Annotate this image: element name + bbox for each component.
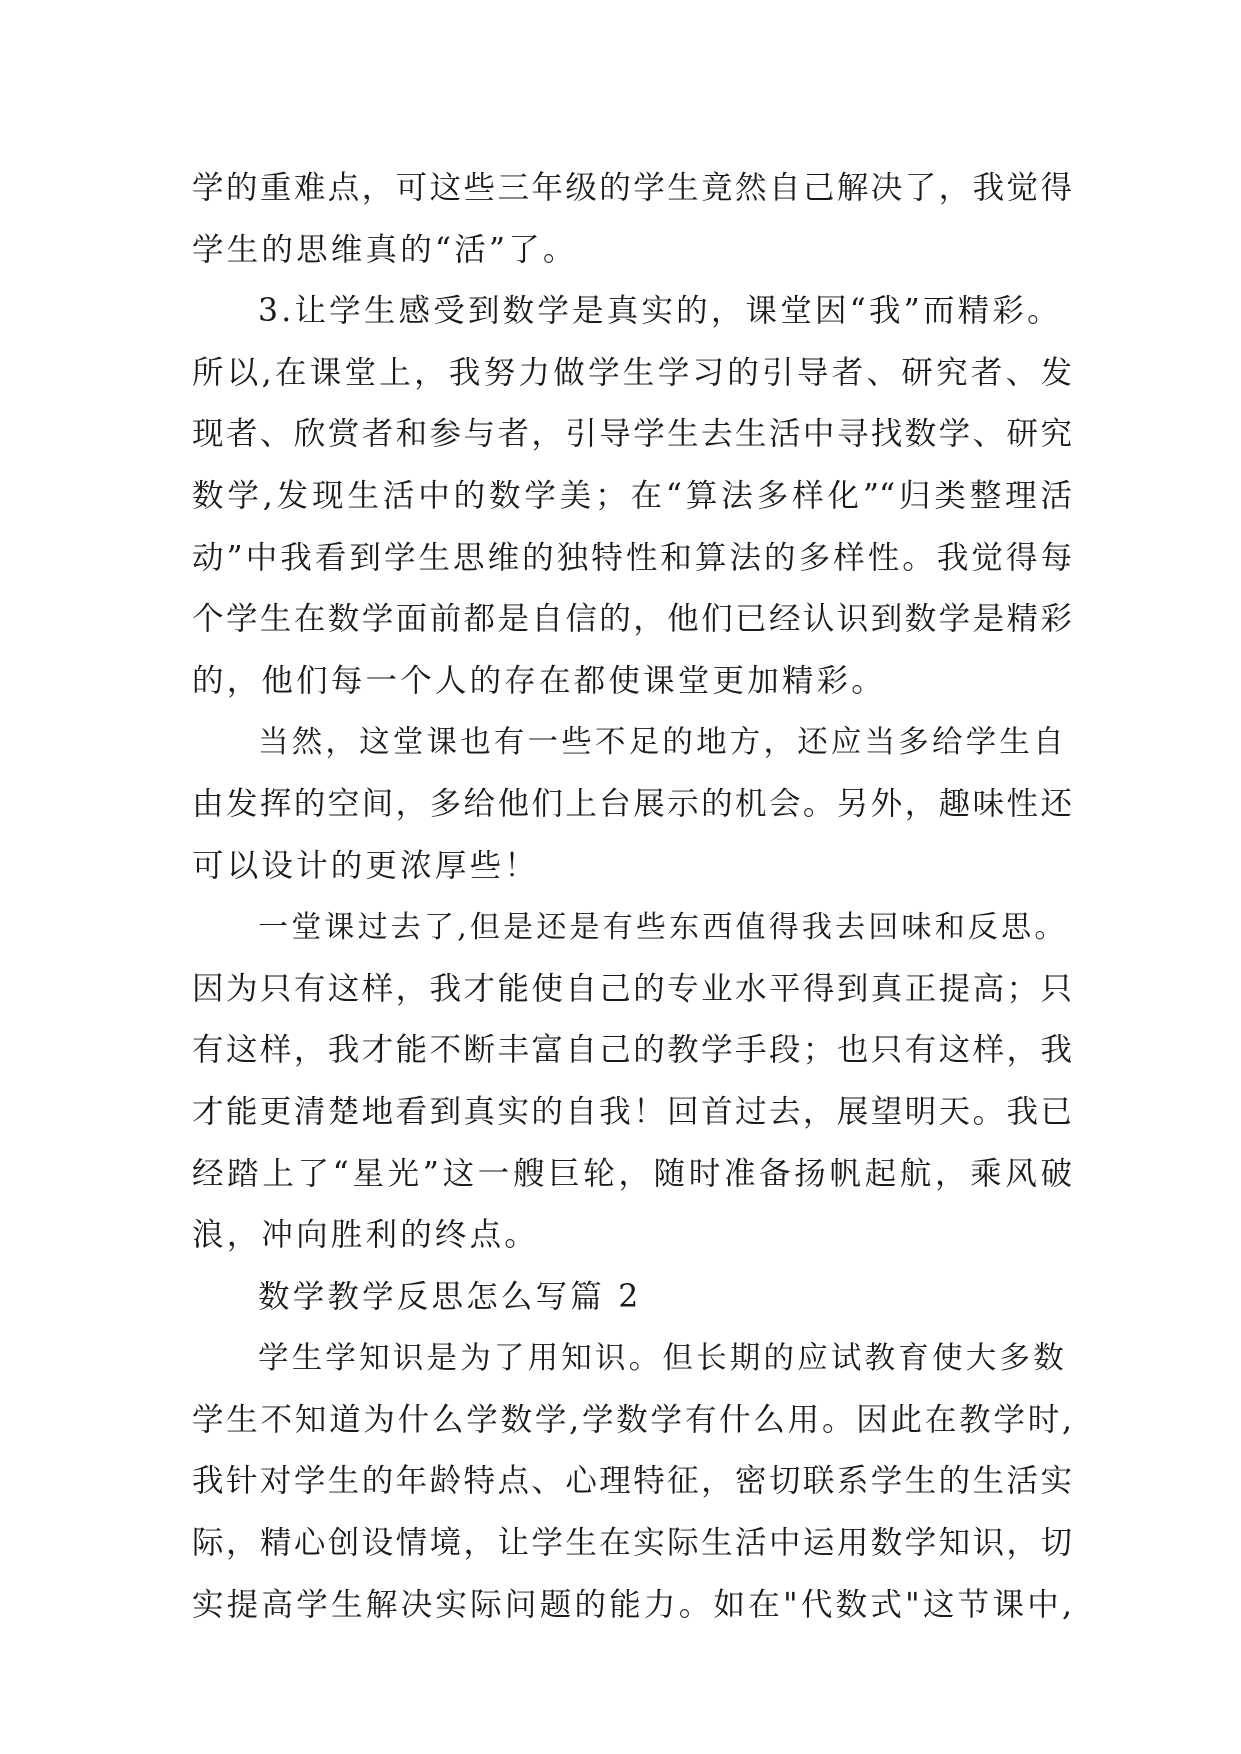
text-line: 际，精心创设情境，让学生在实际生活中运用数学知识，切: [192, 1525, 1072, 1562]
text-line: 学生学知识是为了用知识。但长期的应试教育使大多数: [258, 1341, 1067, 1377]
section-heading: 数学教学反思怎么写篇 2: [258, 1278, 642, 1315]
body-text: [192, 158, 1072, 1636]
text-line: 3.让学生感受到数学是真实的，课堂因“我”而精彩。: [258, 293, 1062, 330]
text-line: 学生不知道为什么学数学,学数学有什么用。因此在教学时,: [192, 1401, 1072, 1438]
text-line: 实提高学生解决实际问题的能力。如在"代数式"这节课中,: [192, 1586, 1072, 1623]
text-line: 学的重难点，可这些三年级的学生竟然自己解决了，我觉得: [192, 170, 1072, 206]
text-line: 我针对学生的年龄特点、心理特征，密切联系学生的生活实: [192, 1463, 1072, 1500]
text-line: 当然，这堂课也有一些不足的地方，还应当多给学生自: [258, 725, 1067, 761]
text-line: 可以设计的更浓厚些！: [192, 847, 540, 884]
text-line: 的，他们每一个人的存在都使课堂更加精彩。: [192, 662, 887, 699]
text-line: 有这样，我才能不断丰富自己的教学手段；也只有这样，我: [192, 1032, 1072, 1069]
text-line: 一堂课过去了,但是还是有些东西值得我去回味和反思。: [258, 910, 1068, 946]
text-line: 因为只有这样，我才能使自己的专业水平得到真正提高；只: [192, 970, 1072, 1007]
text-line: 才能更清楚地看到真实的自我！回首过去，展望明天。我已: [192, 1093, 1072, 1130]
text-line: 学生的思维真的“活”了。: [192, 231, 578, 268]
text-line: 个学生在数学面前都是自信的，他们已经认识到数学是精彩: [192, 601, 1072, 638]
text-line: 经踏上了“星光”这一艘巨轮，随时准备扬帆起航，乘风破: [192, 1155, 1072, 1192]
text-line: 浪，冲向胜利的终点。: [192, 1217, 540, 1254]
text-line: 所以,在课堂上，我努力做学生学习的引导者、研究者、发: [192, 354, 1072, 391]
text-line: 由发挥的空间，多给他们上台展示的机会。另外，趣味性还: [192, 785, 1072, 822]
text-line: 现者、欣赏者和参与者，引导学生去生活中寻找数学、研究: [192, 416, 1072, 453]
text-line: 数学,发现生活中的数学美；在“算法多样化”“归类整理活: [192, 477, 1072, 514]
text-line: 动”中我看到学生思维的独特性和算法的多样性。我觉得每: [192, 539, 1072, 576]
